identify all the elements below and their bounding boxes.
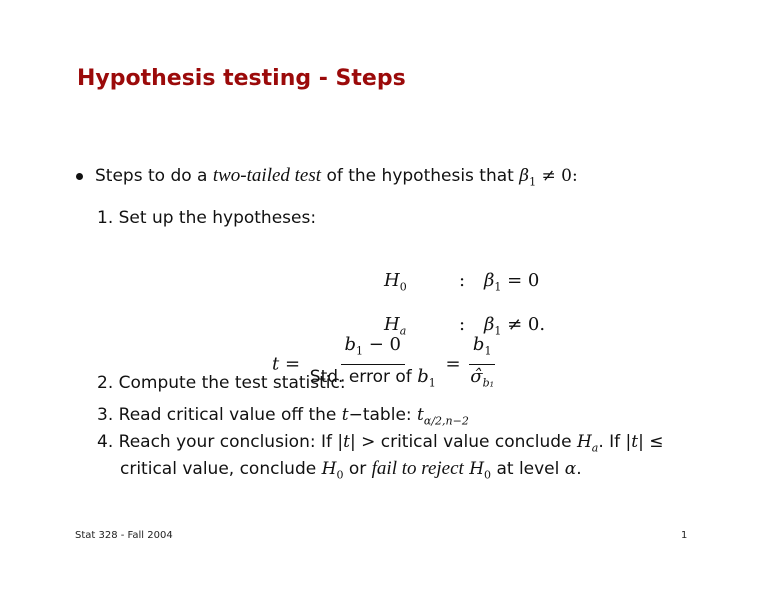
math: H [321,459,337,479]
math: = [284,353,301,375]
math-sub: 1 [494,324,502,338]
text: of the hypothesis that [321,166,520,186]
text: Steps to do a [95,166,213,186]
step-text: | ≤ [638,432,664,452]
emphasis: two-tailed test [212,165,322,186]
fraction [466,333,498,395]
step-number: 3. [97,405,114,425]
math: H [384,314,400,335]
math: b [417,365,429,387]
step-text: . [576,459,582,479]
step-text: Set up the hypotheses: [118,208,317,228]
math: t [631,432,639,452]
step-text: −table: [348,405,418,425]
math-sub: 0 [484,468,492,482]
slide-title: Hypothesis testing - Steps [77,66,406,91]
math-sub: 1 [494,280,502,294]
math: α [564,459,577,479]
step-3 [97,405,469,427]
step-text: at level [491,459,565,479]
step-text: | > critical value conclude [349,432,577,452]
separator: : [459,314,466,335]
math: β [484,314,495,335]
step-1 [97,208,316,228]
math: b [344,334,357,355]
page-number: 1 [681,530,688,541]
math: t [343,432,350,452]
bullet-icon [76,173,83,180]
bullet-line [76,165,578,188]
math: = 0 [501,270,540,291]
math: t [417,405,424,425]
math: t [272,353,280,375]
step-4-continued [120,458,582,481]
separator: : [459,270,466,291]
math-sub: 1 [428,376,436,390]
step-4 [97,432,664,454]
step-text: Compute the test statistic: [118,373,346,393]
math-sub: 0 [399,280,407,294]
step-text: Read critical value off the [118,405,342,425]
math: ≠ 0. [501,314,546,335]
text: Std. error of [309,366,418,387]
step-number: 4. [97,432,114,452]
math: − 0 [363,334,402,355]
math-sub: 1 [484,344,492,358]
step-text: Reach your conclusion: If | [118,432,344,452]
math: β [519,166,530,186]
math: β [484,270,495,291]
step-text: . If | [598,432,632,452]
math: σ̂ [470,365,483,387]
emphasis: fail to reject [371,458,464,479]
math-sub: a [591,441,599,455]
math-sub: a [399,324,407,338]
math-sub: b₁ [482,376,495,390]
step-text: or [343,459,372,479]
math: = [445,353,461,375]
test-statistic-formula [272,333,498,395]
step-number: 2. [97,373,114,393]
fraction [306,333,440,395]
hypothesis-h0 [384,270,540,294]
math: H [469,459,485,479]
footer-course: Stat 328 - Fall 2004 [75,530,173,541]
step-number: 1. [97,208,114,228]
math-sub: 0 [336,468,344,482]
math-sub: 1 [356,344,364,358]
math: t [341,405,349,425]
math: b [472,334,485,355]
math-sub: 1 [529,175,537,189]
step-text: critical value, conclude [120,459,322,479]
math: H [384,270,400,291]
math: ≠ 0: [536,166,578,186]
math-sub: α/2,n−2 [423,414,469,428]
math: H [576,432,592,452]
